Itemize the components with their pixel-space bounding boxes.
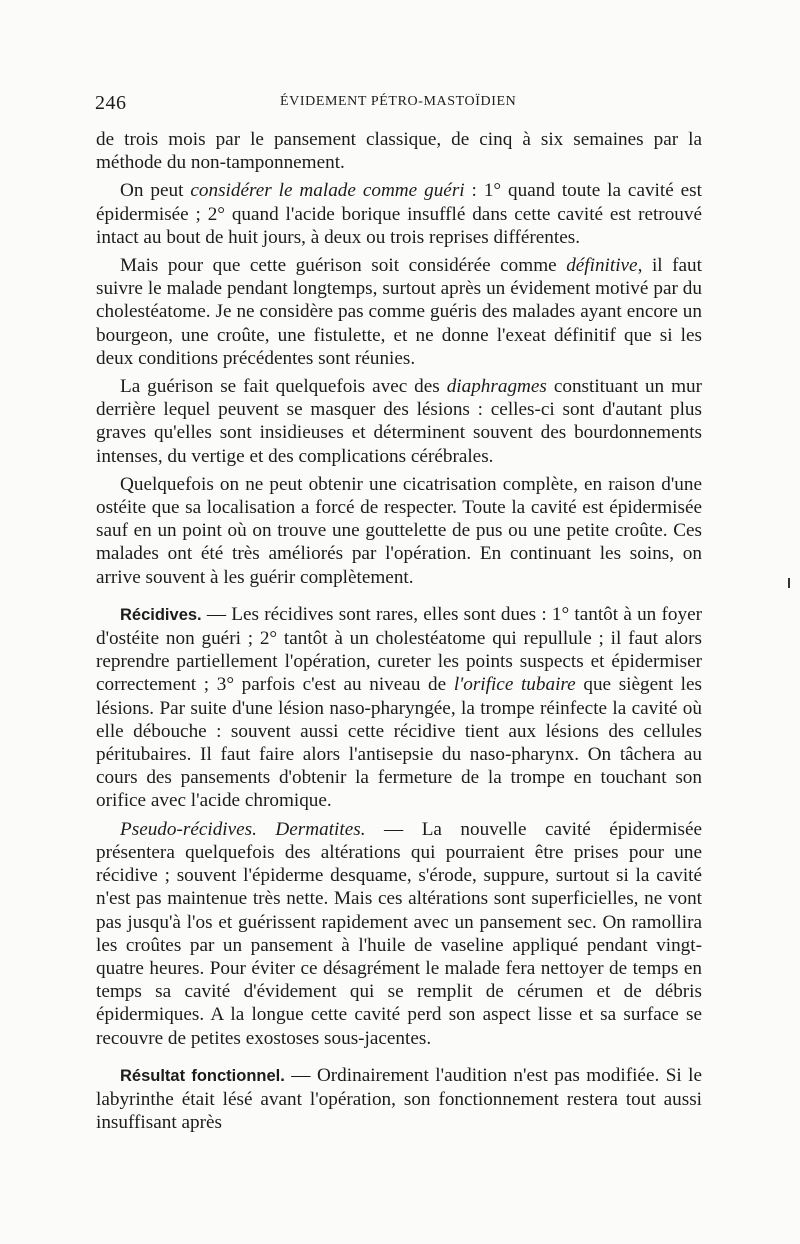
text-run: La guérison se fait quelquefois avec des <box>120 376 447 398</box>
text-run: que siègent les lésions. Par suite d'une lésion naso-pharyngée, la trompe réinfecte la cavité où elle débouche : souvent aussi cette récidive tient aux lésions des cellules péritubaires. Il faut faire alors l'antisepsie du naso-pharynx. On tâchera au cours des pansements d'obtenir la fermeture de la trompe en touchant son orifice avec l'acide chromique. <box>96 674 702 812</box>
paragraph-1: de trois mois par le pansement classique, de cinq à six semaines par la méthode du non-tamponnement. <box>96 129 702 174</box>
section-heading-recidives: Récidives. <box>120 605 202 624</box>
section-heading-resultat: Résultat fonctionnel. <box>120 1066 285 1085</box>
page-number: 246 <box>95 92 127 114</box>
paragraph-pseudo-recidives <box>96 818 702 1050</box>
margin-mark <box>788 578 790 588</box>
text-run: , il faut suivre le malade pendant longtemps, surtout après un évidement motivé par du cholestéatome. Je ne considère pas comme guéris des malades ayant encore un bourgeon, une croûte, une fistulette, et ne donne l'exeat définitif que si les deux conditions précédentes sont réunies. <box>96 255 702 369</box>
body-text <box>96 128 702 1134</box>
text-run: constituant un mur derrière lequel peuvent se masquer des lésions : celles-ci sont d'autant plus graves qu'elles sont insidieuses et déterminent souvent des bourdonnements intenses, du vertige et des complications cérébrales. <box>96 376 703 467</box>
text-run: — La nouvelle cavité épidermisée présentera quelquefois des altérations qui pourraient être prises pour une récidive ; souvent l'épiderme desquame, s'érode, suppure, surtout si la cavité n'est pas maintenue très nette. Mais ces altérations sont superficielles, ne vont pas jusqu'à l'os et guérissent rapidement avec un pansement sec. On ramollira les croûtes par un pansement à l'huile de vaseline appliqué pendant vingt-quatre heures. Pour éviter ce désagrément le malade fera nettoyer de temps en temps sa cavité d'évidement qui se remplit de cérumen et de débris épidermiques. A la longue cette cavité perd son aspect lisse et sa surface se recouvre de petites exostoses sous-jacentes. <box>96 818 702 1049</box>
text-run: On peut <box>120 180 191 202</box>
italic-phrase: diaphragmes <box>446 376 547 398</box>
paragraph-2 <box>96 179 702 249</box>
italic-heading-pseudo-recidives: Pseudo-récidives. Dermatites. <box>120 818 366 840</box>
text-run: Mais pour que cette guérison soit considérée comme <box>120 255 567 277</box>
text-run: — Les récidives sont rares, elles sont dues : 1° tantôt à un foyer d'ostéite non guéri ; 2° tantôt à un cholestéatome qui repullule ; il faut alors reprendre partiellement l'opération, cureter les points suspects et épidermiser correctement ; 3° parfois c'est au niveau de <box>96 603 702 696</box>
text-run: : 1° quand toute la cavité est épidermisée ; 2° quand l'acide borique insufflé dans cette cavité est retrouvé intact au bout de huit jours, à deux ou trois reprises différentes. <box>96 180 702 248</box>
text-run: — Ordinairement l'audition n'est pas modifiée. Si le labyrinthe était lésé avant l'opération, son fonctionnement restera tout aussi insuffisant après <box>96 1064 703 1134</box>
running-title: ÉVIDEMENT PÉTRO-MASTOÏDIEN <box>280 94 517 109</box>
italic-phrase: considérer le malade comme guéri <box>190 180 465 202</box>
paragraph-4 <box>96 375 702 468</box>
paragraph-recidives <box>96 603 702 813</box>
italic-phrase: l'orifice tubaire <box>453 674 576 696</box>
paragraph-5: Quelquefois on ne peut obtenir une cicatrisation complète, en raison d'une ostéite que sa localisation a forcé de respecter. Toute la cavité est épidermisée sauf en un point où on trouve une gouttelette de pus ou une petite croûte. Ces malades ont été très améliorés par l'opération. En continuant les soins, on arrive souvent à les guérir complètement. <box>96 473 702 588</box>
paragraph-resultat-fonctionnel <box>96 1064 702 1135</box>
page-header <box>95 92 700 120</box>
paragraph-3 <box>96 254 702 370</box>
italic-phrase: définitive <box>566 255 638 277</box>
